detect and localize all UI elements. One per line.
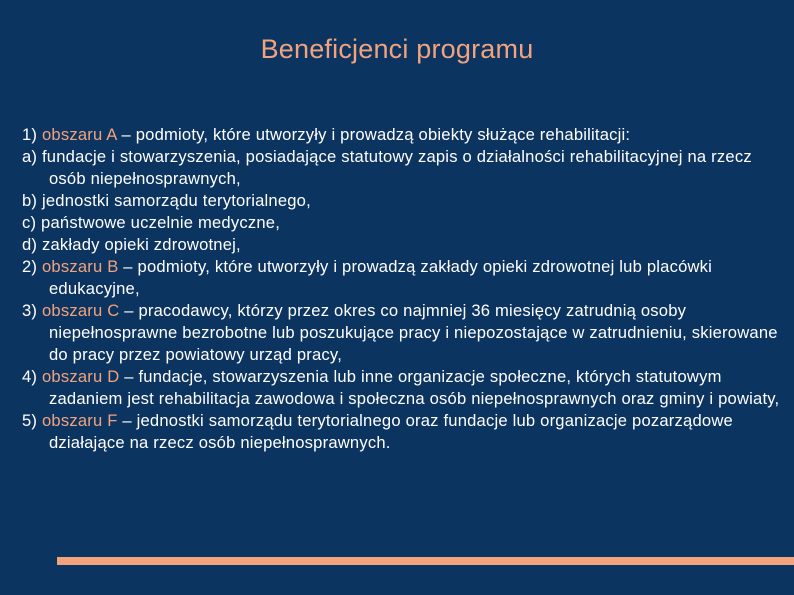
area-label: obszaru B	[41, 257, 119, 276]
item-prefix: a)	[22, 147, 42, 166]
list-item	[22, 366, 782, 410]
item-prefix: 2)	[22, 257, 42, 276]
list-item	[22, 146, 782, 190]
list-item	[22, 234, 782, 256]
list-item	[22, 410, 782, 454]
item-prefix: d)	[22, 235, 42, 254]
list-item	[22, 256, 782, 300]
item-text: – podmioty, które utworzyły i prowadzą zakłady opieki zdrowotnej lub placówki edukacyjne,	[49, 257, 713, 298]
beneficiaries-list	[22, 124, 782, 454]
area-label: obszaru D	[41, 367, 120, 386]
list-item	[22, 212, 782, 234]
item-text: – pracodawcy, którzy przez okres co najmniej 36 miesięcy zatrudnią osoby niepełnosprawne bezrobotne lub poszukujące pracy i niepozostające w zatrudnieniu, skierowane do pracy przez powiatowy urząd pracy,	[49, 301, 778, 364]
area-label: obszaru A	[41, 125, 117, 144]
item-prefix: c)	[22, 213, 42, 232]
list-item	[22, 300, 782, 366]
accent-bar	[57, 557, 794, 565]
area-label: obszaru F	[41, 411, 118, 430]
item-prefix: 5)	[22, 411, 42, 430]
item-prefix: b)	[22, 191, 42, 210]
slide-title: Beneficjenci programu	[260, 34, 534, 64]
item-text: – fundacje, stowarzyszenia lub inne organizacje społeczne, których statutowym zadaniem jest rehabilitacja zawodowa i społeczna osób niepełnosprawnych oraz gminy i powiaty,	[49, 367, 780, 408]
item-prefix: 4)	[22, 367, 42, 386]
item-text: zakłady opieki zdrowotnej,	[41, 235, 241, 254]
item-text: państwowe uczelnie medyczne,	[41, 213, 281, 232]
list-item	[22, 124, 782, 146]
item-text: jednostki samorządu terytorialnego,	[41, 191, 311, 210]
item-text: – jednostki samorządu terytorialnego oraz fundacje lub organizacje pozarządowe działające na rzecz osób niepełnosprawnych.	[49, 411, 733, 452]
item-prefix: 3)	[22, 301, 42, 320]
item-text: fundacje i stowarzyszenia, posiadające statutowy zapis o działalności rehabilitacyjnej na rzecz osób niepełnosprawnych,	[41, 147, 752, 188]
item-text: – podmioty, które utworzyły i prowadzą obiekty służące rehabilitacji:	[116, 125, 631, 144]
area-label: obszaru C	[41, 301, 120, 320]
list-item	[22, 190, 782, 212]
item-prefix: 1)	[22, 125, 42, 144]
